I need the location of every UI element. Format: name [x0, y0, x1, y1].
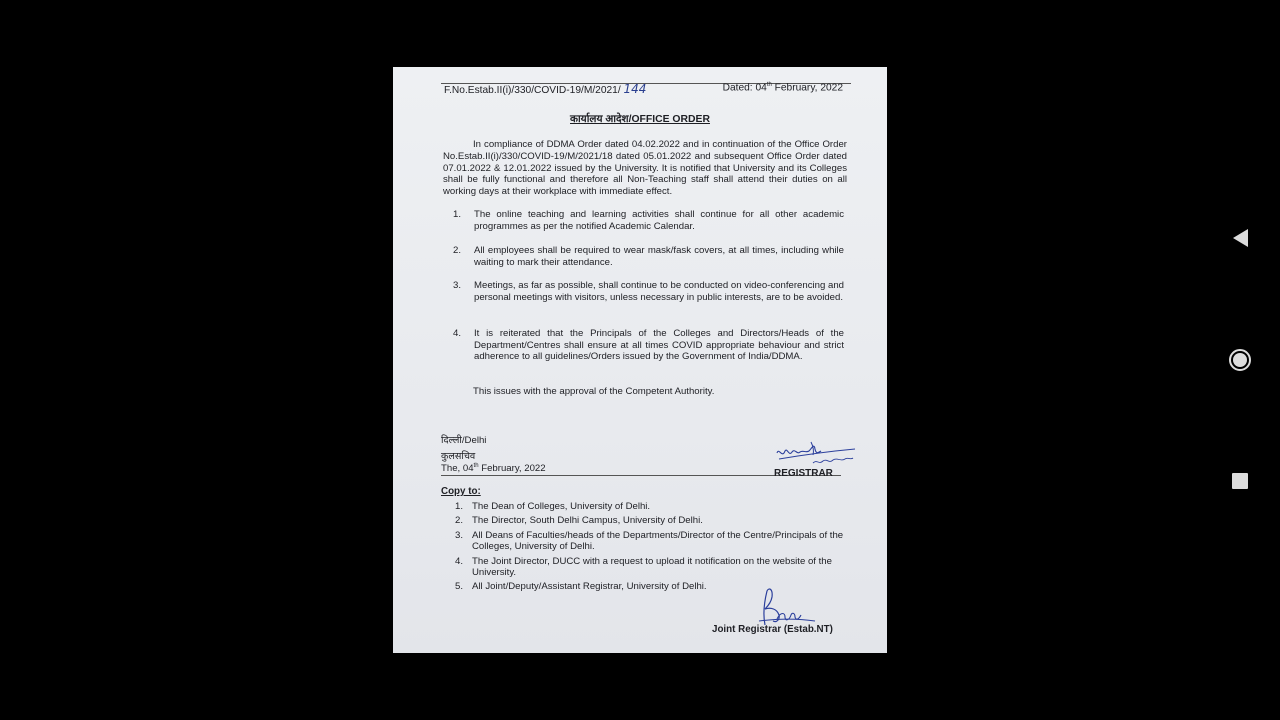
header-date	[723, 82, 843, 93]
copy-item	[455, 530, 845, 553]
list-item	[453, 328, 844, 363]
copy-item-number: 5.	[455, 581, 464, 592]
copy-item-number: 4.	[455, 556, 464, 567]
copy-item	[455, 515, 845, 526]
registrar-hindi: कुलसचिव	[441, 451, 476, 462]
registrar-title: REGISTRAR	[774, 468, 833, 479]
signing-date-prefix: The, 04	[441, 463, 474, 475]
header-date-sup: th	[766, 82, 772, 88]
back-button[interactable]	[1222, 220, 1258, 256]
copy-item-number: 1.	[455, 501, 464, 512]
list-item	[453, 245, 844, 268]
file-number-text: F.No.Estab.II(i)/330/COVID-19/M/2021/	[444, 85, 621, 96]
list-item-text: Meetings, as far as possible, shall continue to be conducted on video-conferencing and personal meetings with visitors, unless necessary in public interests, are to be avoided.	[474, 280, 844, 303]
signing-date-suffix: February, 2022	[478, 463, 546, 475]
copy-item-text: The Director, South Delhi Campus, University of Delhi.	[472, 515, 703, 526]
list-item-number: 2.	[453, 245, 462, 256]
registrar-signature	[773, 439, 859, 469]
copy-to-label: Copy to:	[441, 486, 481, 497]
copy-item-text: All Joint/Deputy/Assistant Registrar, University of Delhi.	[472, 581, 707, 592]
home-icon-dot	[1233, 353, 1247, 367]
list-item-text: It is reiterated that the Principals of the Colleges and Directors/Heads of the Department/Centres shall ensure at all times COVID appropriate behaviour and strict adherence to all guidelines/Orders issued by the Government of India/DDMA.	[474, 328, 844, 363]
signing-date-sup: th	[473, 463, 479, 469]
signing-date	[441, 463, 546, 474]
place: दिल्ली/Delhi	[441, 435, 487, 446]
copy-item	[455, 556, 845, 579]
list-item	[453, 209, 844, 232]
home-icon	[1229, 349, 1251, 371]
header-date-prefix: Dated: 04	[722, 82, 767, 94]
copy-item-text: The Joint Director, DUCC with a request to upload it notification on the website of the University.	[472, 556, 832, 579]
recent-apps-icon	[1232, 473, 1248, 489]
file-number	[444, 82, 646, 96]
copy-item-number: 3.	[455, 530, 464, 541]
recent-apps-button[interactable]	[1222, 463, 1258, 499]
home-button[interactable]	[1222, 342, 1258, 378]
list-item-number: 1.	[453, 209, 462, 220]
document-page	[393, 67, 887, 653]
copy-item-text: All Deans of Faculties/heads of the Departments/Director of the Centre/Principals of the Colleges, University of Delhi.	[472, 530, 844, 553]
list-item-number: 3.	[453, 280, 462, 291]
intro-paragraph: In compliance of DDMA Order dated 04.02.2022 and in continuation of the Office Order No.Estab.II(i)/330/COVID-19/M/2021/18 dated 05.01.2022 and subsequent Office Order dated 07.01.2022 & 12.01.2022 issued by the University. It is notified that University and its Colleges shall be fully functional and therefore all Non-Teaching staff shall attend their duties on all working days at their workplace with immediate effect.	[443, 139, 847, 198]
back-icon	[1233, 229, 1248, 247]
approval-note: This issues with the approval of the Competent Authority.	[473, 386, 715, 397]
list-item-text: All employees shall be required to wear mask/fask covers, at all times, including while waiting to mark their attendance.	[474, 245, 844, 268]
list-item-number: 4.	[453, 328, 462, 339]
list-item	[453, 280, 844, 303]
list-item-text: The online teaching and learning activities shall continue for all other academic programmes as per the notified Academic Calendar.	[474, 209, 844, 232]
joint-registrar-title: Joint Registrar (Estab.NT)	[712, 624, 833, 635]
handwritten-number: 144	[623, 82, 647, 96]
copy-item	[455, 501, 845, 512]
copy-item-text: The Dean of Colleges, University of Delhi.	[472, 501, 651, 512]
header-date-suffix: February, 2022	[771, 82, 843, 94]
document-title: कार्यालय आदेश/OFFICE ORDER	[570, 114, 710, 125]
copy-item-number: 2.	[455, 515, 464, 526]
